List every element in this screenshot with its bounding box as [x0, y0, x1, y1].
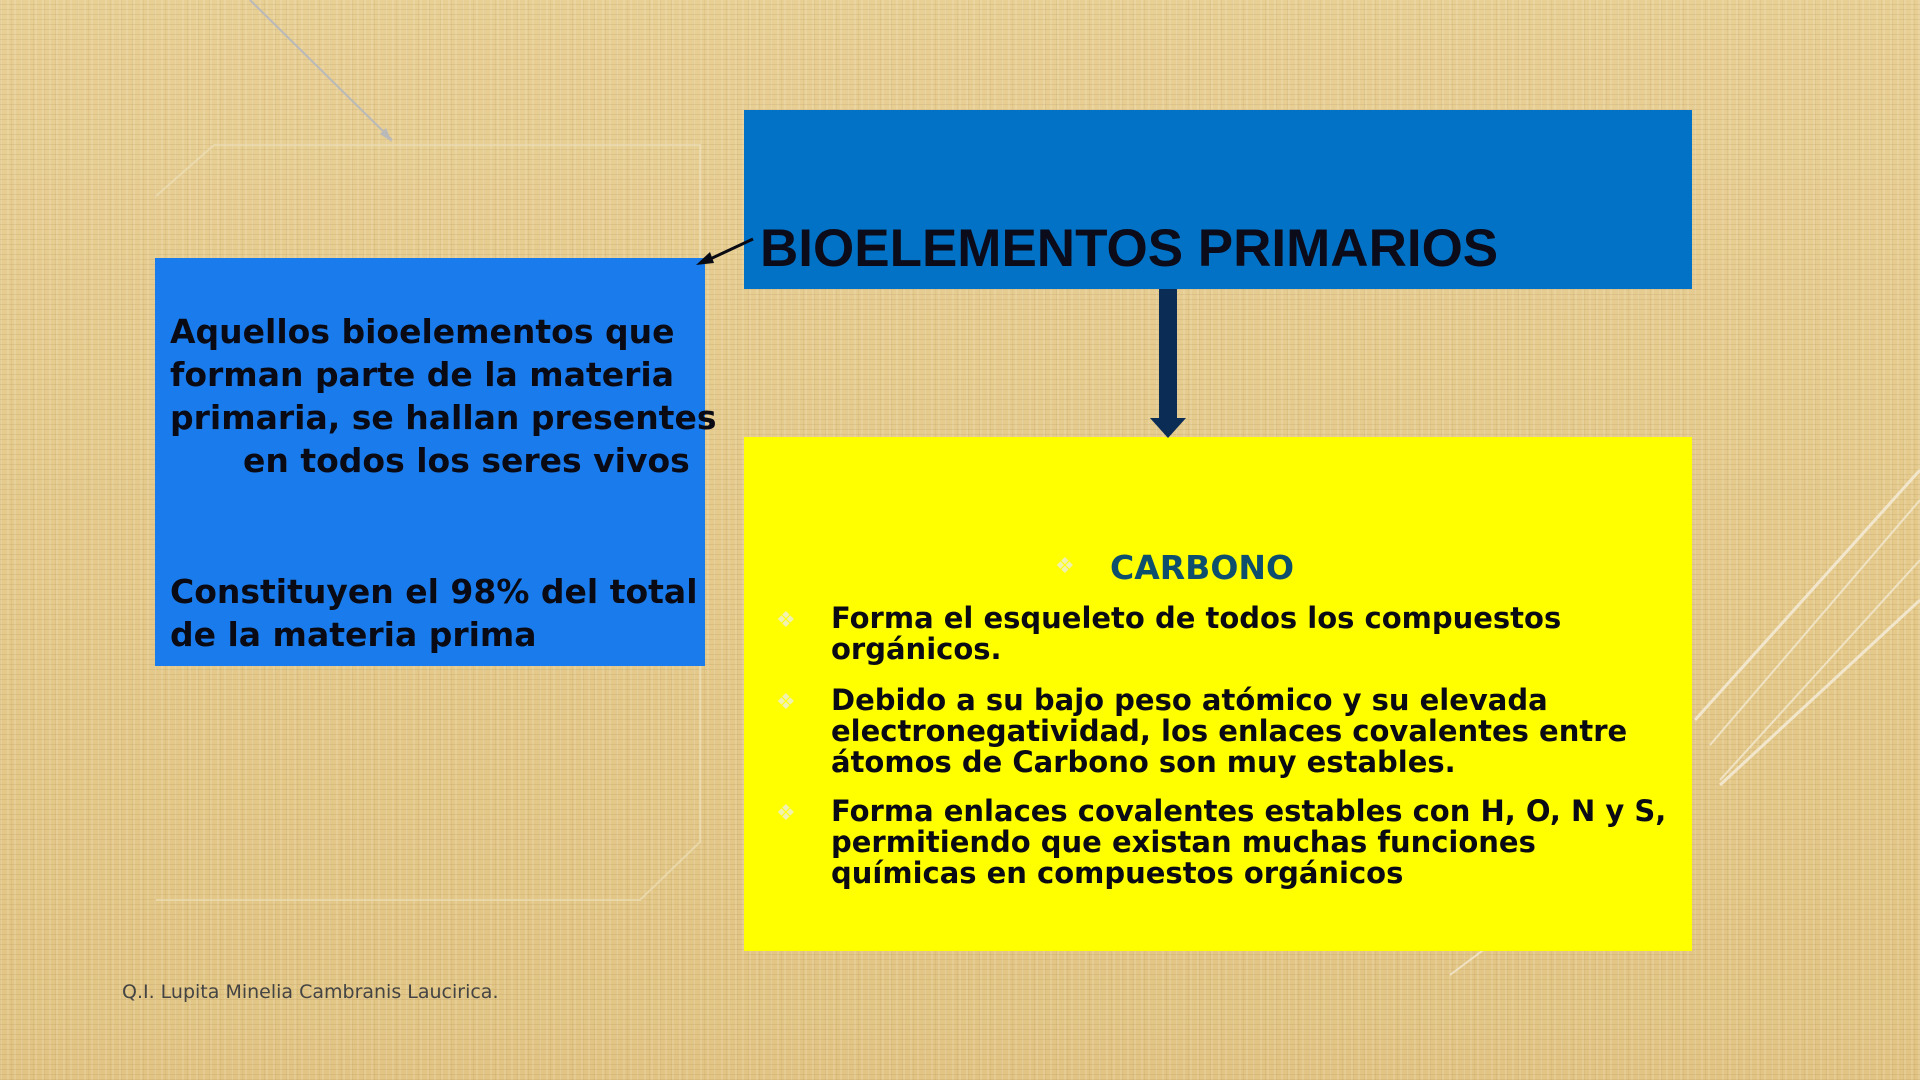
diamond-bullet-icon: ❖ — [1055, 554, 1075, 579]
carbon-point-line: químicas en compuestos orgánicos — [831, 856, 1404, 890]
definition-line: Aquellos bioelementos que — [170, 312, 675, 351]
diamond-bullet-icon: ❖ — [776, 608, 796, 633]
diamond-bullet-icon: ❖ — [776, 801, 796, 826]
carbon-point-line: electronegatividad, los enlaces covalentes entre — [831, 714, 1628, 748]
carbon-point-line: Debido a su bajo peso atómico y su elevada — [831, 683, 1548, 717]
carbon-point-line: permitiendo que existan muchas funciones — [831, 825, 1536, 859]
carbon-point-line: Forma el esqueleto de todos los compuestos — [831, 601, 1562, 635]
carbon-point-line: átomos de Carbono son muy estables. — [831, 745, 1456, 779]
arrow-down-icon — [1150, 289, 1186, 438]
carbon-heading: CARBONO — [1110, 548, 1295, 587]
carbon-point-line: Forma enlaces covalentes estables con H, O, N y S, — [831, 794, 1667, 828]
definition-line: forman parte de la materia — [170, 355, 674, 394]
definition-line: primaria, se hallan presentes — [170, 398, 717, 437]
percent-line: Constituyen el 98% del total — [170, 572, 698, 611]
footer-author: Q.I. Lupita Minelia Cambranis Laucirica. — [122, 981, 499, 1003]
definition-line: en todos los seres vivos — [243, 441, 690, 480]
diamond-bullet-icon: ❖ — [776, 690, 796, 715]
percent-line: de la materia prima — [170, 615, 537, 654]
carbon-point-line: orgánicos. — [831, 632, 1002, 666]
arrow-left-icon — [696, 239, 753, 265]
slide-title: BIOELEMENTOS PRIMARIOS — [760, 219, 1499, 278]
